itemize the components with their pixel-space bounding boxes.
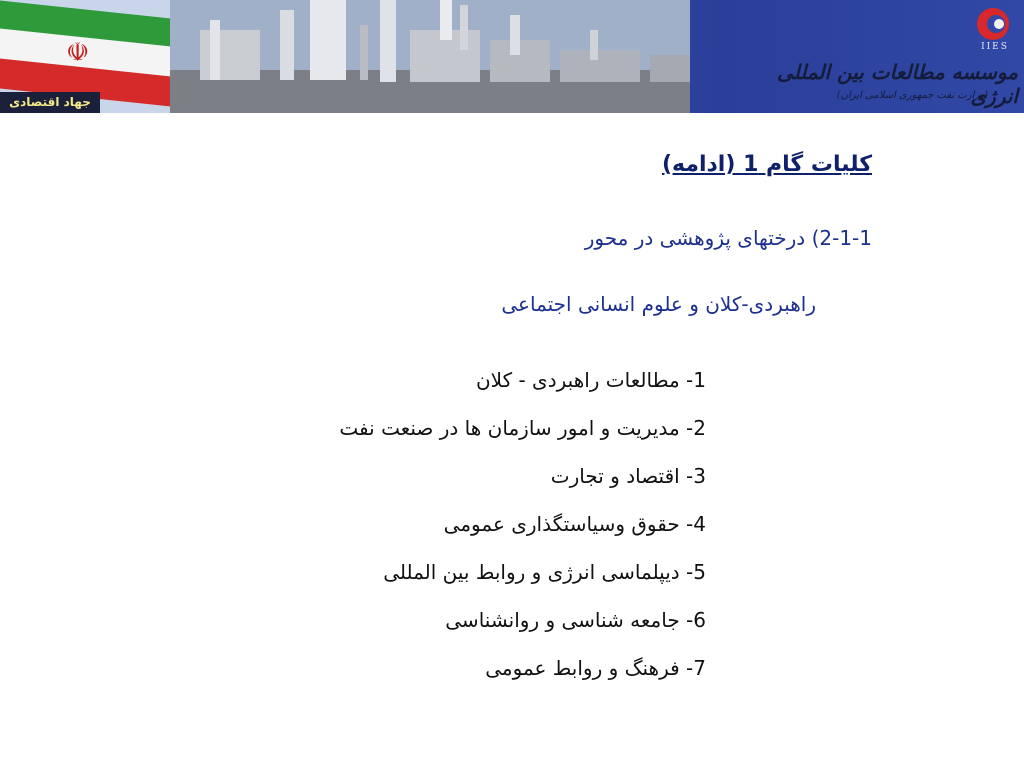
flag-caption: جهاد اقتصادی [0, 92, 100, 113]
institute-name: موسسه مطالعات بین المللی انرژی [776, 60, 1018, 108]
subheading-line-2: راهبردی-کلان و علوم انسانی اجتماعی [501, 292, 816, 316]
research-tree-list [339, 362, 706, 698]
list-item: 3- اقتصاد و تجارت [550, 464, 706, 488]
list-item: 5- دیپلماسی انرژی و روابط بین المللی [383, 560, 706, 584]
list-item: 1- مطالعات راهبردی - کلان [475, 368, 706, 392]
subheading-line-1: 2-1-1) درختهای پژوهشی در محور [584, 226, 872, 250]
institute-subtitle: (وزارت نفت جمهوری اسلامی ایران) [836, 90, 988, 101]
list-item: 7- فرهنگ و روابط عمومی [485, 656, 706, 680]
slide-title: کلیات گام 1 (ادامه) [661, 152, 872, 177]
flag-emblem-icon: ☫ [66, 38, 90, 68]
header-banner [0, 0, 1024, 113]
list-item: 6- جامعه شناسی و روانشناسی [445, 608, 706, 632]
iies-logo-text: IIES [981, 42, 1009, 52]
list-item: 2- مدیریت و امور سازمان ها در صنعت نفت [339, 416, 706, 440]
refinery-image [170, 0, 690, 113]
list-item: 4- حقوق وسیاستگذاری عمومی [443, 512, 706, 536]
